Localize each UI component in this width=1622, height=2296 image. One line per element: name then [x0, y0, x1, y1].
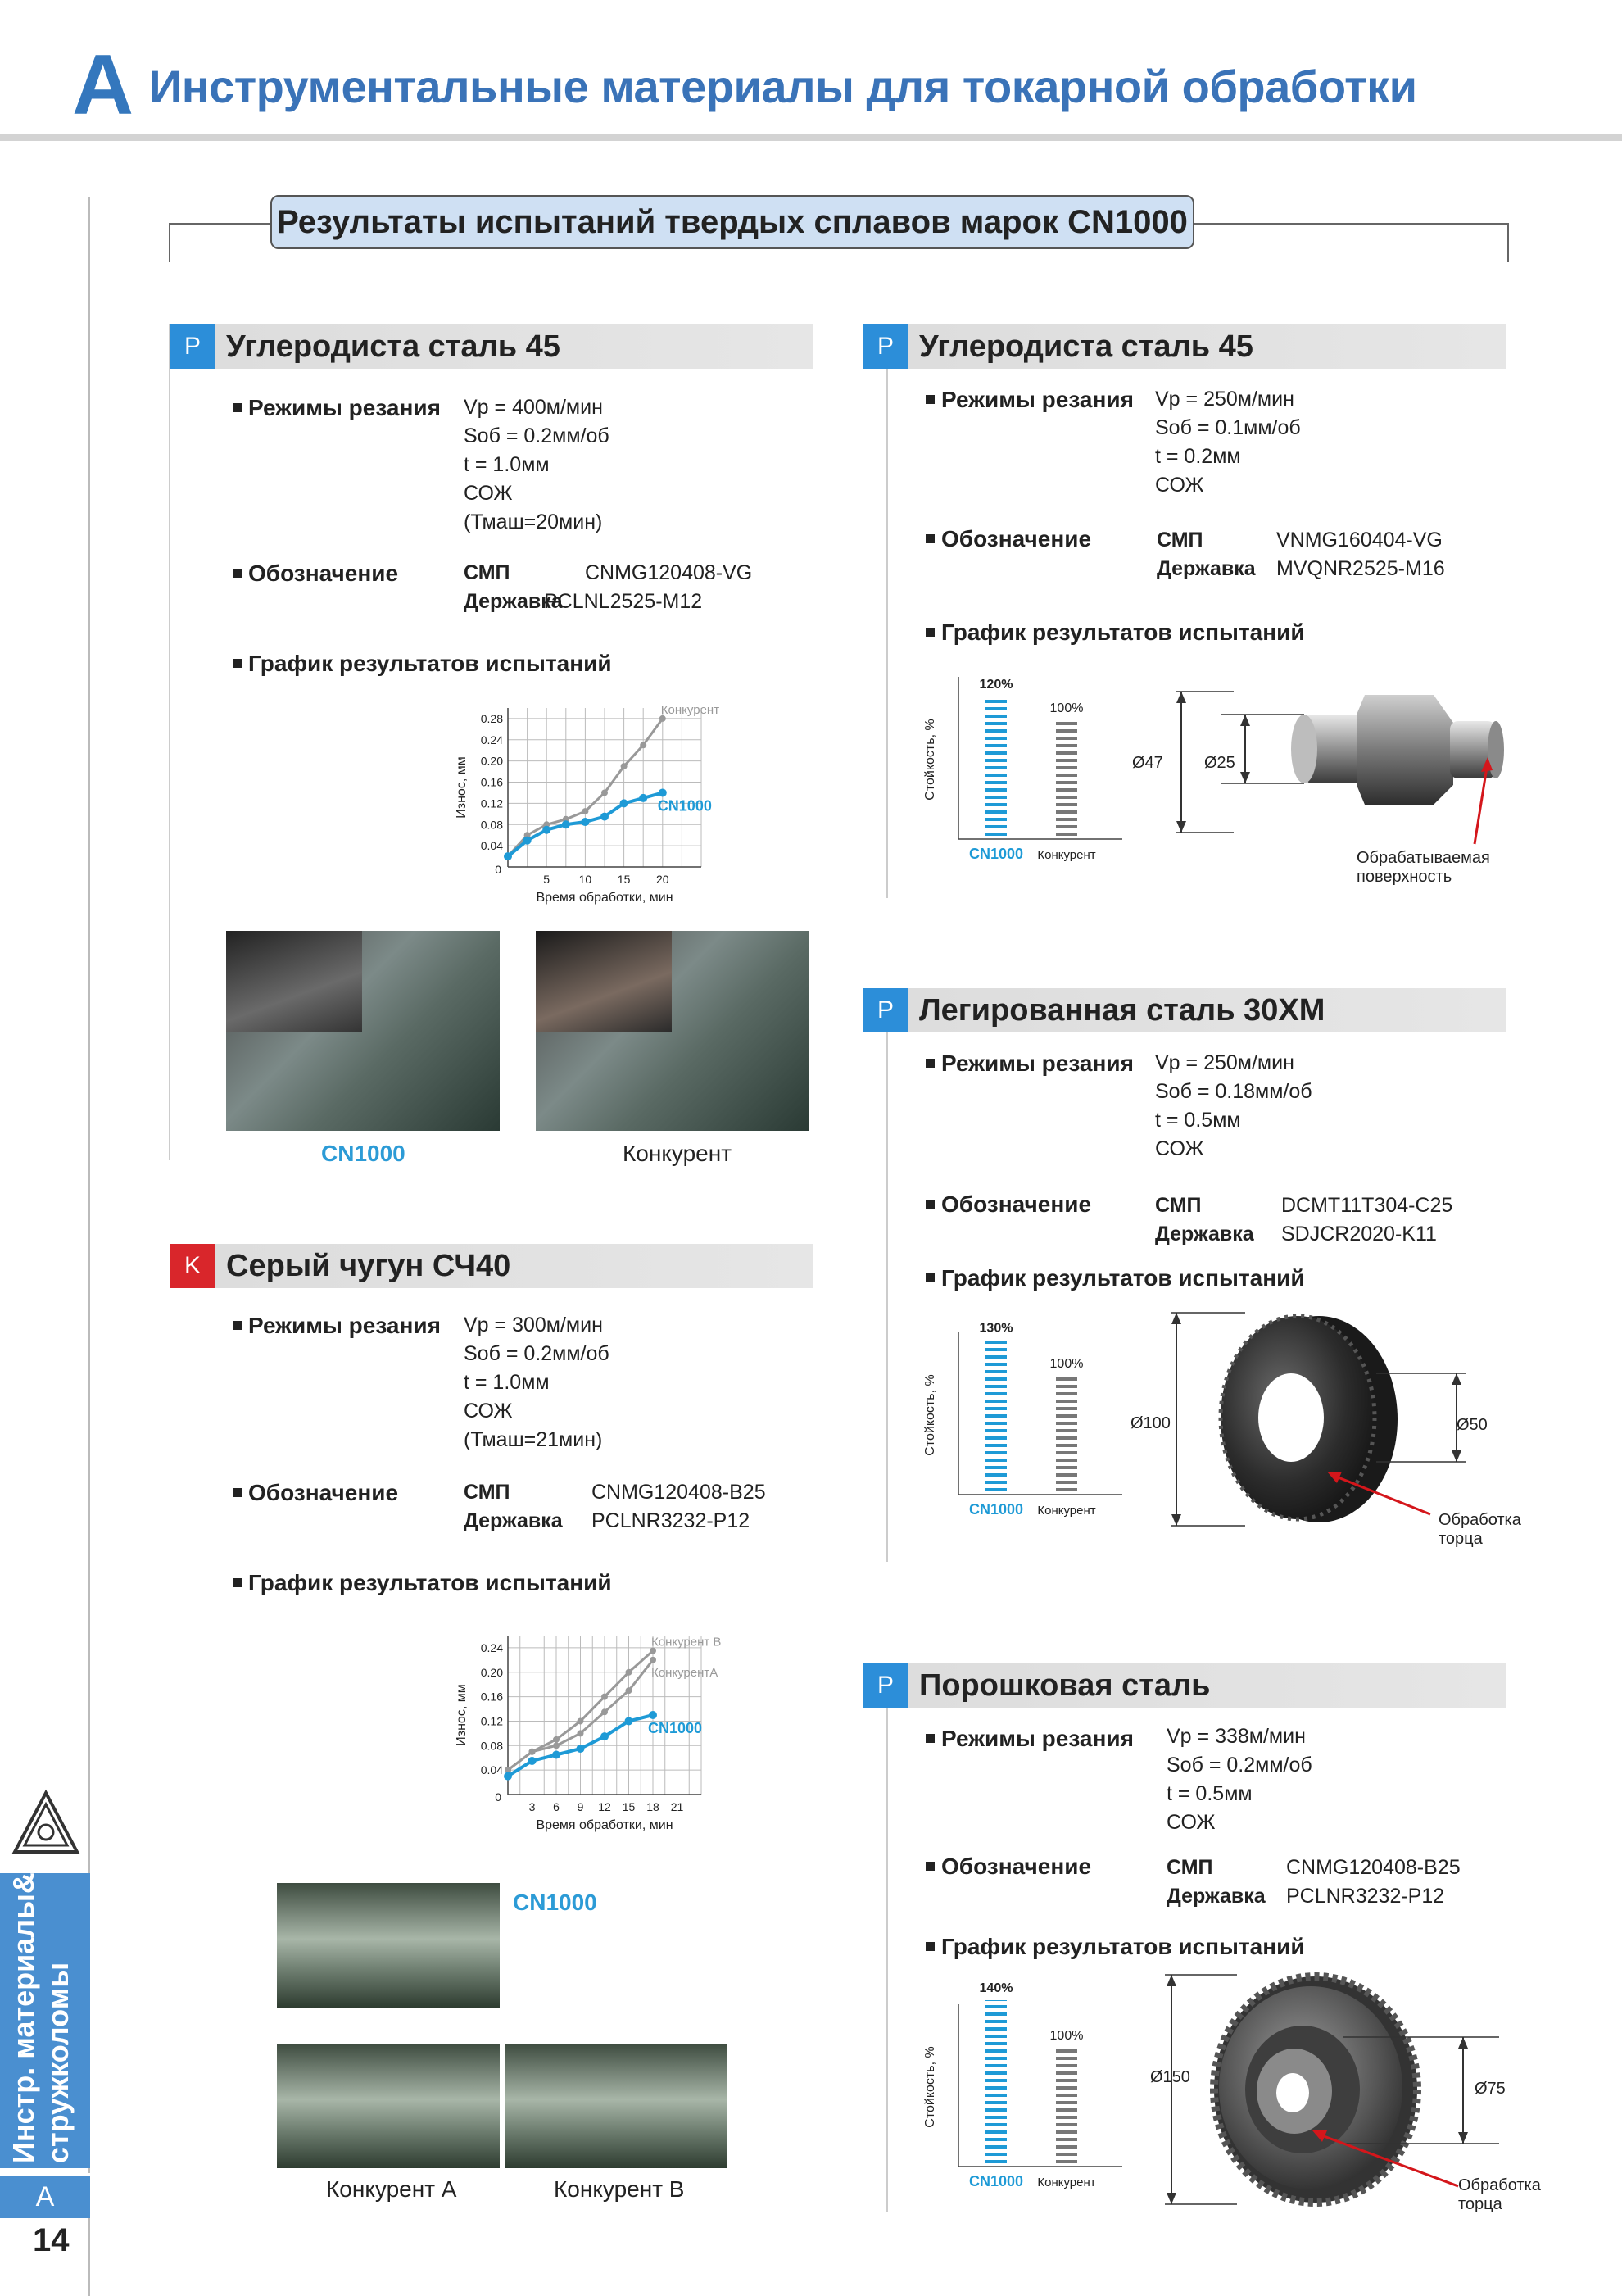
dimension-d100: Ø100: [1130, 1414, 1171, 1432]
block-rule: [886, 988, 888, 1562]
data-point: [621, 763, 628, 769]
designation-label: Обозначение: [926, 526, 1091, 552]
category-label: Конкурент: [1037, 848, 1096, 862]
modes-label: Режимы резания: [926, 1726, 1134, 1752]
y-axis-label: Износ, мм: [455, 1684, 469, 1746]
block3-designation: СМП VNMG160404-VG Державка MVQNR2525-M16: [1157, 529, 1445, 580]
cn1000-wear-photo: [277, 1883, 500, 2008]
dimension-d75: Ø75: [1475, 2080, 1506, 2098]
data-point: [542, 826, 550, 834]
block1-modes: Vp = 400м/мин Soб = 0.2мм/об t = 1.0мм СОЖ (Тмаш=20мин): [464, 396, 609, 533]
y-axis-label: Стойкость, %: [923, 1374, 937, 1456]
block3-tag: P: [863, 324, 908, 369]
data-point: [600, 813, 609, 821]
data-point: [577, 1745, 585, 1753]
block4-designation: СМП DCMT11T304-C25 Державка SDJCR2020-K11: [1155, 1194, 1453, 1246]
block5-designation: СМП CNMG120408-B25 Державка PCLNR3232-P12: [1167, 1856, 1461, 1908]
data-point: [553, 1736, 560, 1743]
tool-life-chart-30xm: [917, 1319, 1130, 1540]
chapter-letter: A: [72, 38, 134, 133]
data-label: 130%: [979, 1321, 1013, 1336]
graph-label: График результатов испытаний: [926, 619, 1305, 646]
data-point: [639, 794, 647, 802]
block2-designation: СМП CNMG120408-B25 Державка PCLNR3232-P12: [464, 1481, 766, 1532]
y-tick-label: 0.12: [480, 1714, 503, 1728]
tool-life-chart-steel45: [917, 664, 1130, 885]
block3-title: Углеродиста сталь 45: [919, 329, 1253, 364]
part2-note: Обработка торца: [1439, 1511, 1521, 1548]
y-tick-label: 0.24: [480, 733, 503, 746]
sidebar-chapter-label: Инстр. материалы& стружколомы: [7, 1872, 75, 2163]
block5-modes: Vp = 338м/мин Soб = 0.2мм/об t = 0.5мм СОЖ: [1167, 1725, 1312, 1834]
origin-label: 0: [495, 863, 501, 876]
modes-label: Режимы резания: [233, 395, 441, 421]
cn1000-insert-photo: [226, 931, 500, 1131]
x-tick-label: 6: [553, 1800, 560, 1813]
data-point: [578, 1730, 584, 1736]
series-label: CN1000: [657, 797, 712, 814]
dimension-d150: Ø150: [1150, 2068, 1190, 2086]
data-point: [578, 1717, 584, 1724]
designation-label: Обозначение: [926, 1191, 1091, 1218]
data-point: [600, 1732, 609, 1740]
dimension-d47: Ø47: [1132, 754, 1163, 772]
data-point: [504, 1772, 512, 1781]
data-label: 140%: [979, 1981, 1013, 1995]
data-point: [504, 852, 512, 860]
data-point: [523, 837, 532, 845]
graph-label: График результатов испытаний: [233, 1570, 612, 1596]
x-tick-label: 15: [622, 1800, 636, 1813]
graph-label: График результатов испытаний: [926, 1934, 1305, 1960]
wear-chart-cast-iron: [451, 1622, 778, 1844]
y-tick-label: 0.08: [480, 818, 503, 832]
data-point: [552, 1751, 560, 1759]
data-point: [562, 820, 570, 828]
data-point: [553, 1742, 560, 1749]
designation-label: Обозначение: [926, 1854, 1091, 1880]
block5-tag: P: [863, 1663, 908, 1708]
y-tick-label: 0.24: [480, 1640, 503, 1654]
dimension-d25: Ø25: [1204, 754, 1235, 772]
competitor-a-wear-photo: [277, 2044, 500, 2168]
data-label: 100%: [1049, 701, 1084, 715]
x-tick-label: 15: [617, 873, 631, 886]
insert-logo-icon: [11, 1790, 80, 1857]
graph-label: График результатов испытаний: [926, 1265, 1305, 1291]
y-axis-label: Стойкость, %: [923, 719, 937, 801]
tool-life-chart-powder-steel: [917, 1981, 1130, 2212]
series-label: Конкурент B: [651, 1635, 722, 1649]
block-rule: [886, 1663, 888, 2212]
modes-label: Режимы резания: [926, 387, 1134, 413]
section-bracket-left: [169, 223, 274, 262]
photo-caption-cn1000-2: CN1000: [513, 1890, 597, 1915]
x-axis-label: Время обработки, мин: [536, 891, 673, 905]
y-axis-label: Стойкость, %: [923, 2046, 937, 2128]
y-tick-label: 0.12: [480, 796, 503, 810]
block5-title: Порошковая сталь: [919, 1668, 1211, 1703]
designation-label: Обозначение: [233, 560, 398, 587]
data-point: [626, 1669, 632, 1676]
data-point: [649, 1711, 657, 1719]
page-title: Инструментальные материалы для токарной обработки: [149, 61, 1417, 112]
modes-label: Режимы резания: [926, 1050, 1134, 1077]
page-number: 14: [33, 2222, 70, 2258]
x-tick-label: 21: [670, 1800, 684, 1813]
data-label: 120%: [979, 678, 1013, 692]
y-axis-label: Износ, мм: [455, 756, 469, 819]
block3-modes: Vp = 250м/мин Soб = 0.1мм/об t = 0.2мм СОЖ: [1155, 388, 1301, 497]
graph-label: График результатов испытаний: [233, 651, 612, 677]
block2-title: Серый чугун СЧ40: [226, 1249, 511, 1283]
data-point: [620, 799, 628, 807]
x-tick-label: 5: [543, 873, 550, 886]
y-tick-label: 0.08: [480, 1739, 503, 1753]
y-tick-label: 0.16: [480, 1690, 503, 1704]
data-point: [659, 788, 667, 796]
block2-modes: Vp = 300м/мин Soб = 0.2мм/об t = 1.0мм СОЖ (Тмаш=21мин): [464, 1314, 609, 1451]
block-rule: [169, 324, 170, 1160]
photo-caption-competitor: Конкурент: [623, 1141, 732, 1166]
competitor-insert-photo: [536, 931, 809, 1131]
data-point: [601, 1694, 608, 1700]
x-tick-label: 10: [578, 873, 592, 886]
data-point: [581, 818, 589, 826]
data-point: [528, 1757, 537, 1765]
part1-note: Обрабатываемая поверхность: [1357, 849, 1490, 886]
block1-title: Углеродиста сталь 45: [226, 329, 560, 364]
data-point: [650, 1657, 656, 1663]
block2-tag: K: [170, 1244, 215, 1288]
data-point: [626, 1687, 632, 1694]
header-divider: [0, 134, 1622, 141]
category-label: CN1000: [968, 2173, 1024, 2189]
category-label: Конкурент: [1037, 2176, 1096, 2189]
category-label: CN1000: [968, 846, 1024, 862]
block1-tag: P: [170, 324, 215, 369]
data-point: [601, 1708, 608, 1715]
series-label: Конкурент: [660, 702, 720, 717]
y-tick-label: 0.28: [480, 711, 503, 725]
y-tick-label: 0.20: [480, 1665, 503, 1679]
part3-note: Обработка торца: [1458, 2176, 1541, 2213]
designation-label: Обозначение: [233, 1480, 398, 1506]
data-point: [640, 742, 646, 748]
section-bracket-right: [1193, 223, 1509, 262]
wear-chart-steel45: [451, 695, 778, 916]
block1-designation: СМП CNMG120408-VG ДержавкаPCLNL2525-M12: [464, 561, 753, 613]
block4-title: Легированная сталь 30ХМ: [919, 993, 1325, 1028]
section-title: Результаты испытаний твердых сплавов марок CN1000: [270, 195, 1194, 249]
y-tick-label: 0.04: [480, 1763, 503, 1777]
x-tick-label: 18: [646, 1800, 659, 1813]
series-label: CN1000: [648, 1720, 703, 1736]
x-tick-label: 12: [598, 1800, 611, 1813]
data-point: [625, 1717, 633, 1725]
data-label: 100%: [1049, 1357, 1084, 1371]
origin-label: 0: [495, 1790, 501, 1804]
block4-tag: P: [863, 988, 908, 1032]
series-label: КонкурентA: [651, 1665, 718, 1680]
photo-caption-cn1000: CN1000: [321, 1141, 406, 1166]
data-point: [601, 789, 608, 796]
block-rule: [886, 324, 888, 898]
category-label: Конкурент: [1037, 1504, 1096, 1518]
data-point: [582, 808, 588, 814]
competitor-b-wear-photo: [505, 2044, 727, 2168]
data-point: [529, 1749, 536, 1755]
modes-label: Режимы резания: [233, 1313, 441, 1339]
y-tick-label: 0.20: [480, 754, 503, 768]
block4-modes: Vp = 250м/мин Soб = 0.18мм/об t = 0.5мм СОЖ: [1155, 1051, 1312, 1160]
y-tick-label: 0.16: [480, 775, 503, 789]
x-tick-label: 3: [528, 1800, 536, 1813]
x-tick-label: 9: [577, 1800, 584, 1813]
photo-caption-competitor-a: Конкурент А: [326, 2176, 457, 2202]
dimension-d50: Ø50: [1457, 1416, 1488, 1434]
photo-caption-competitor-b: Конкурент В: [554, 2176, 685, 2202]
sidebar-letter: A: [0, 2173, 90, 2218]
data-label: 100%: [1049, 2029, 1084, 2043]
x-tick-label: 20: [656, 873, 669, 886]
y-tick-label: 0.04: [480, 839, 503, 853]
x-axis-label: Время обработки, мин: [536, 1818, 673, 1832]
category-label: CN1000: [968, 1501, 1024, 1518]
gear-part-drawing: [1139, 1967, 1516, 2212]
